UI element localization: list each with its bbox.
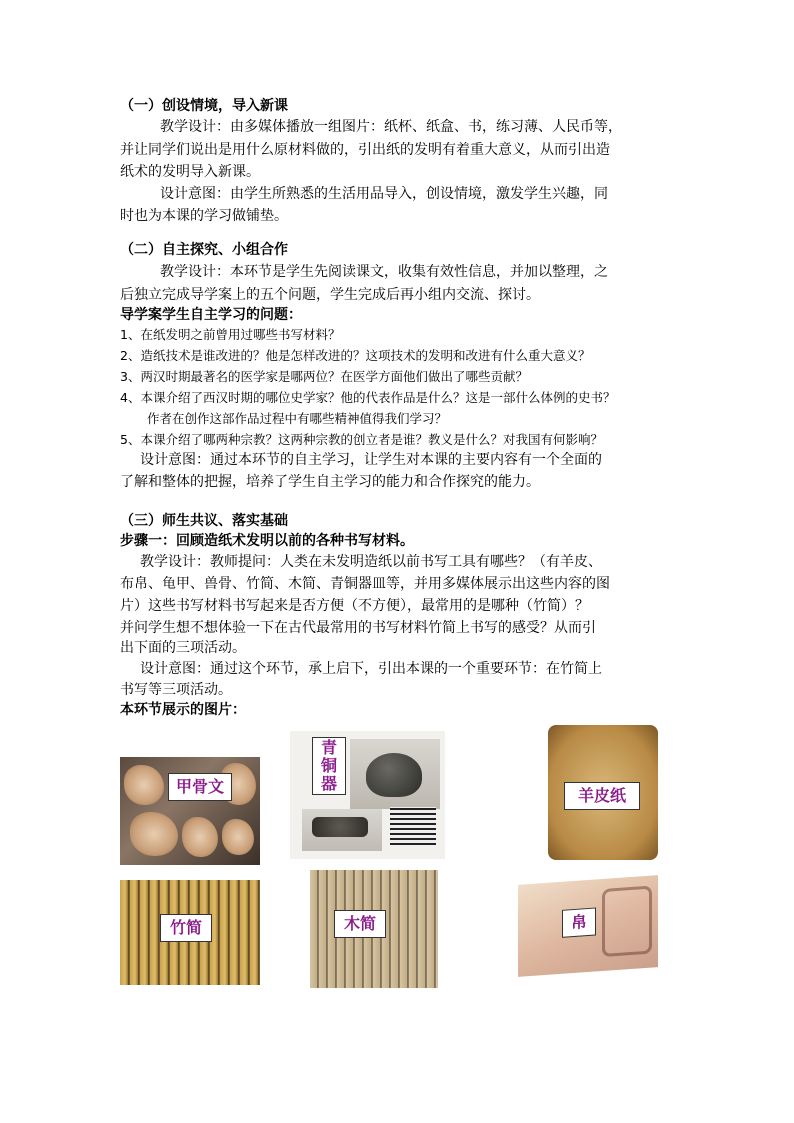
bronze-ware-label xyxy=(312,737,346,795)
section-1-intent-line-2: 时也为本课的学习做铺垫。 xyxy=(120,208,288,224)
question-5: 5、本课介绍了哪两种宗教？这两种宗教的创立者是谁？教义是什么？对我国有何影响？ xyxy=(120,432,603,447)
section-3-heading: （三）师生共议、落实基础 xyxy=(120,513,288,529)
section-3-design-line-3: 片）这些书写材料书写起来是否方便（不方便），最常用的是哪种（竹简）？ xyxy=(120,598,589,614)
section-3-design-line-2: 布帛、龟甲、兽骨、竹简、木简、青铜器皿等，并用多媒体展示出这些内容的图 xyxy=(120,576,610,592)
section-2-subheading: 导学案学生自主学习的问题： xyxy=(120,307,302,323)
wooden-slips-label: 木简 xyxy=(334,910,386,938)
bronze-ware-image xyxy=(290,731,445,859)
section-3-design-line-4: 并问学生想不想体验一下在古代最常用的书写材料竹简上书写的感受？从而引 xyxy=(120,620,596,636)
parchment-image xyxy=(548,725,658,860)
silk-scroll-image xyxy=(518,875,658,977)
question-1: 1、在纸发明之前曾用过哪些书写材料？ xyxy=(120,327,341,342)
bronze-label-char-2: 铜 xyxy=(320,756,337,775)
section-1-design-line-1: 教学设计：由多媒体播放一组图片：纸杯、纸盒、书，练习薄、人民币等， xyxy=(160,119,622,135)
bronze-label-char-3: 器 xyxy=(320,774,337,793)
section-1-design-line-3: 纸术的发明导入新课。 xyxy=(120,164,260,180)
section-3-design-line-1: 教学设计：教师提问：人类在未发明造纸以前书写工具有哪些？（有羊皮、 xyxy=(140,554,602,570)
bamboo-slips-image xyxy=(120,880,260,985)
question-3: 3、两汉时期最著名的医学家是哪两位？在医学方面他们做出了哪些贡献？ xyxy=(120,369,528,384)
section-1-design-line-2: 并让同学们说出是用什么原材料做的，引出纸的发明有着重大意义，从而引出造 xyxy=(120,142,610,158)
oracle-bone-image xyxy=(120,757,260,865)
section-2-heading: （二）自主探究、小组合作 xyxy=(120,242,288,258)
question-2: 2、造纸技术是谁改进的？他是怎样改进的？这项技术的发明和改进有什么重大意义？ xyxy=(120,348,591,363)
bamboo-slips-label: 竹简 xyxy=(160,914,212,942)
wooden-slips-image xyxy=(310,870,438,988)
parchment-label: 羊皮纸 xyxy=(564,782,640,810)
section-2-design-line-2: 后独立完成导学案上的五个问题，学生完成后再小组内交流、探讨。 xyxy=(120,287,540,303)
question-4: 4、本课介绍了西汉时期的哪位史学家？他的代表作品是什么？这是一部什么体例的史书？ xyxy=(120,390,616,405)
section-1-intent-line-1: 设计意图：由学生所熟悉的生活用品导入，创设情境，激发学生兴趣，同 xyxy=(160,186,608,202)
section-2-intent-line-1: 设计意图：通过本环节的自主学习，让学生对本课的主要内容有一个全面的 xyxy=(140,452,602,468)
section-3-intent-line-2: 书写等三项活动。 xyxy=(120,682,232,698)
question-4-continued: 作者在创作这部作品过程中有哪些精神值得我们学习？ xyxy=(147,411,448,426)
section-1-heading: （一）创设情境，导入新课 xyxy=(120,98,288,114)
oracle-bone-label: 甲骨文 xyxy=(168,773,232,801)
silk-scroll-label: 帛 xyxy=(562,907,596,937)
section-2-intent-line-2: 了解和整体的把握，培养了学生自主学习的能力和合作探究的能力。 xyxy=(120,474,540,490)
section-2-design-line-1: 教学设计：本环节是学生先阅读课文，收集有效性信息，并加以整理，之 xyxy=(160,264,608,280)
section-3-design-line-5: 出下面的三项活动。 xyxy=(120,640,246,656)
bronze-label-char-1: 青 xyxy=(320,738,337,757)
pictures-heading: 本环节展示的图片： xyxy=(120,702,246,718)
section-3-intent-line-1: 设计意图：通过这个环节，承上启下，引出本课的一个重要环节：在竹简上 xyxy=(140,661,602,677)
section-3-step: 步骤一：回顾造纸术发明以前的各种书写材料。 xyxy=(120,533,414,549)
